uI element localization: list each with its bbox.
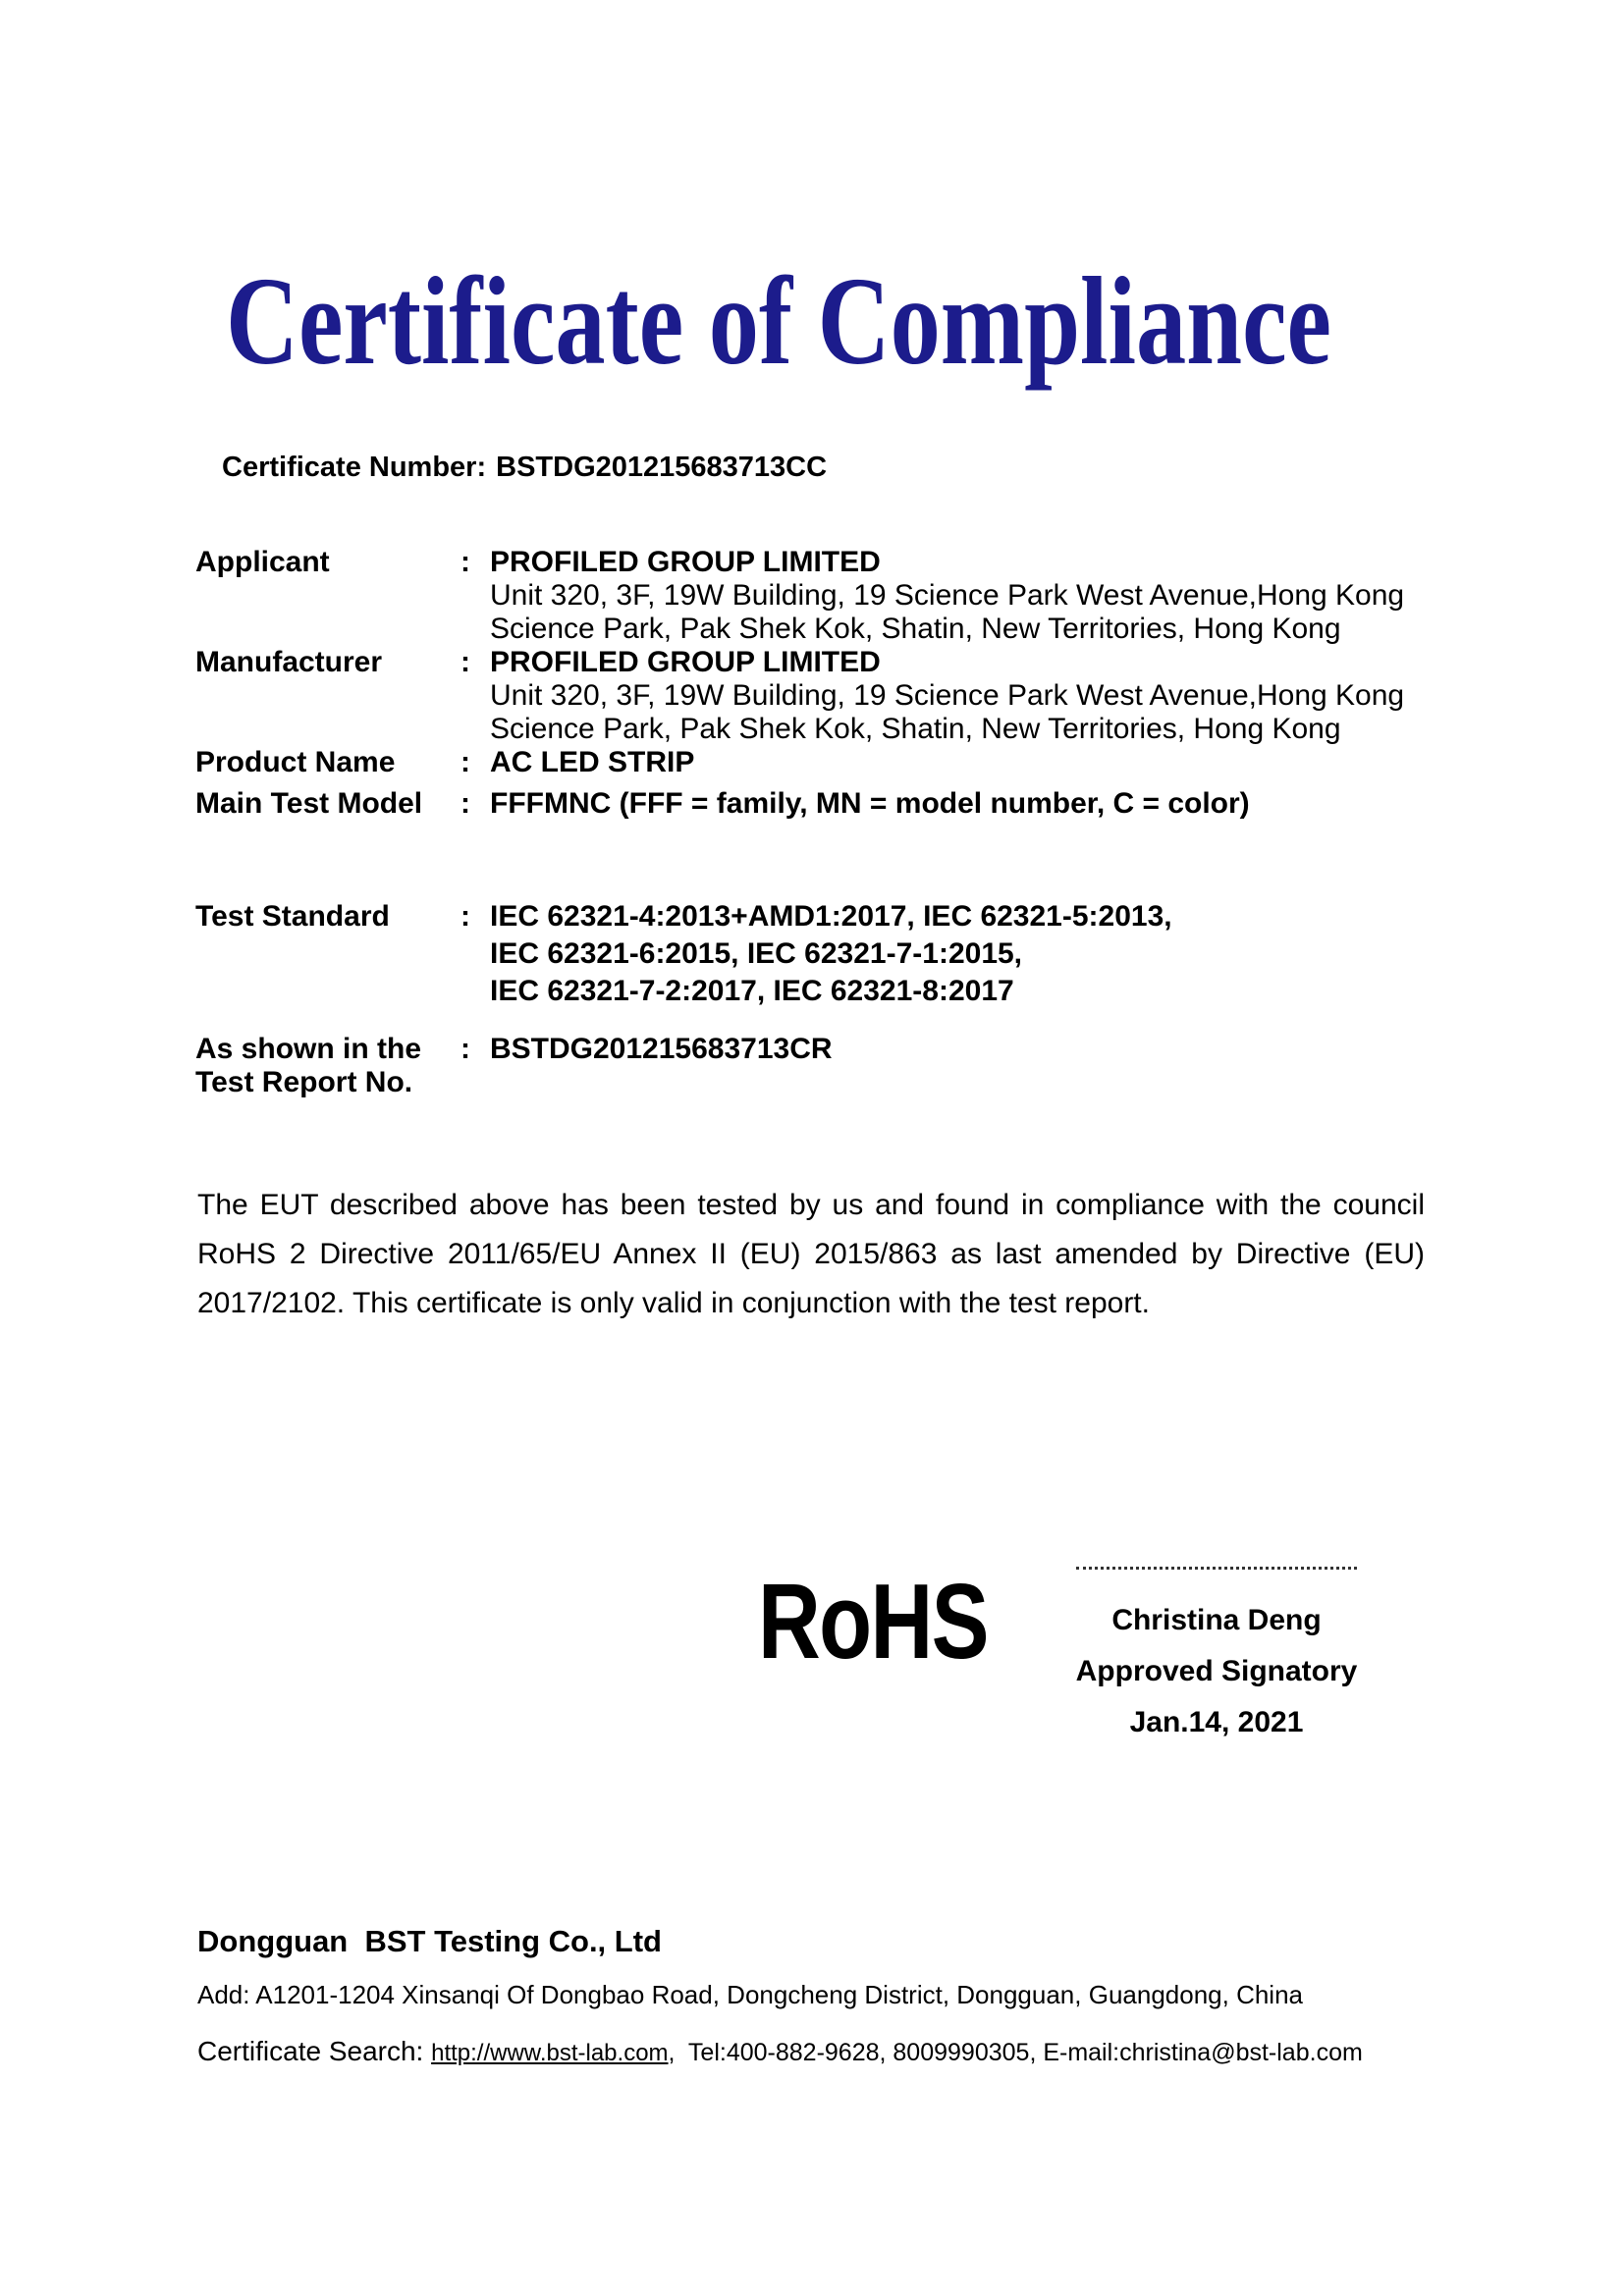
lab-address: Add: A1201-1204 Xinsanqi Of Dongbao Road, Dongcheng District, Dongguan, Guangdong, China [197, 1980, 1303, 2009]
lab-company-name: Dongguan BST Testing Co., Ltd [197, 1924, 662, 1958]
test-standard-line-2: IEC 62321-6:2015, IEC 62321-7-1:2015, [490, 937, 1023, 970]
main-test-model-row [195, 787, 1484, 821]
certificate-search-line [197, 2034, 1363, 2071]
manufacturer-row [195, 646, 1484, 746]
main-test-model-colon: : [460, 787, 470, 820]
signatory-date: Jan.14, 2021 [1129, 1706, 1304, 1738]
test-standard-row [195, 898, 1484, 1010]
certificate-search-label: Certificate Search: [197, 2036, 424, 2066]
certificate-number-label: Certificate Number: [222, 452, 487, 483]
main-test-model-label: Main Test Model [195, 787, 423, 820]
applicant-name: PROFILED GROUP LIMITED [490, 546, 881, 578]
manufacturer-label: Manufacturer [195, 646, 383, 678]
product-name-row [195, 746, 1484, 779]
test-report-label-line-1: As shown in the [195, 1033, 422, 1065]
main-test-model-value: FFFMNC (FFF = family, MN = model number, C = color) [490, 787, 1250, 820]
test-standard-line-3: IEC 62321-7-2:2017, IEC 62321-8:2017 [490, 975, 1014, 1007]
signatory-name: Christina Deng [1111, 1604, 1322, 1636]
applicant-row [195, 546, 1484, 646]
test-standard-value [490, 898, 1484, 1010]
info-section [195, 546, 1484, 821]
applicant-value [490, 546, 1484, 646]
test-report-value: BSTDG201215683713CR [490, 1033, 833, 1065]
product-name-label: Product Name [195, 746, 396, 778]
signatory-block [1035, 1567, 1398, 1748]
manufacturer-name: PROFILED GROUP LIMITED [490, 646, 881, 678]
signature-dotted-line [1076, 1567, 1357, 1570]
certificate-search-url-link[interactable]: http://www.bst-lab.com [431, 2040, 669, 2066]
product-name-value: AC LED STRIP [490, 746, 695, 778]
test-report-label [195, 1033, 460, 1099]
manufacturer-address-line-1: Unit 320, 3F, 19W Building, 19 Science Park West Avenue,Hong Kong [490, 679, 1405, 712]
test-report-colon: : [460, 1033, 470, 1065]
compliance-statement: The EUT described above has been tested by us and found in compliance with the council RoHS 2 Directive 2011/65/EU Annex II (EU) 2015/863 as last amended by Directive (EU) 2017/2102. This certificate is only valid in conjunction with the test report. [197, 1189, 1425, 1319]
manufacturer-address-line-2: Science Park, Pak Shek Kok, Shatin, New Territories, Hong Kong [490, 713, 1341, 745]
applicant-address-line-2: Science Park, Pak Shek Kok, Shatin, New Territories, Hong Kong [490, 613, 1341, 645]
applicant-address-line-1: Unit 320, 3F, 19W Building, 19 Science Park West Avenue,Hong Kong [490, 579, 1405, 612]
test-standard-colon: : [460, 900, 470, 933]
test-standard-line-1: IEC 62321-4:2013+AMD1:2017, IEC 62321-5:2013, [490, 900, 1172, 933]
applicant-colon: : [460, 546, 470, 578]
certificate-number-value: BSTDG201215683713CC [496, 452, 828, 483]
test-report-section [195, 1033, 1484, 1099]
test-standard-section [195, 898, 1484, 1010]
manufacturer-colon: : [460, 646, 470, 678]
manufacturer-value [490, 646, 1484, 746]
signatory-title: Approved Signatory [1075, 1655, 1358, 1687]
product-name-colon: : [460, 746, 470, 778]
test-report-label-line-2: Test Report No. [195, 1066, 413, 1098]
test-report-row [195, 1033, 1484, 1099]
certificate-number-line [222, 451, 827, 484]
test-standard-label: Test Standard [195, 900, 390, 933]
certificate-title: Certificate of Compliance [226, 251, 1331, 391]
applicant-label: Applicant [195, 546, 330, 578]
rohs-logo: RoHS [758, 1562, 988, 1682]
certificate-search-contact-info: , Tel:400-882-9628, 8009990305, E-mail:christina@bst-lab.com [668, 2039, 1363, 2066]
